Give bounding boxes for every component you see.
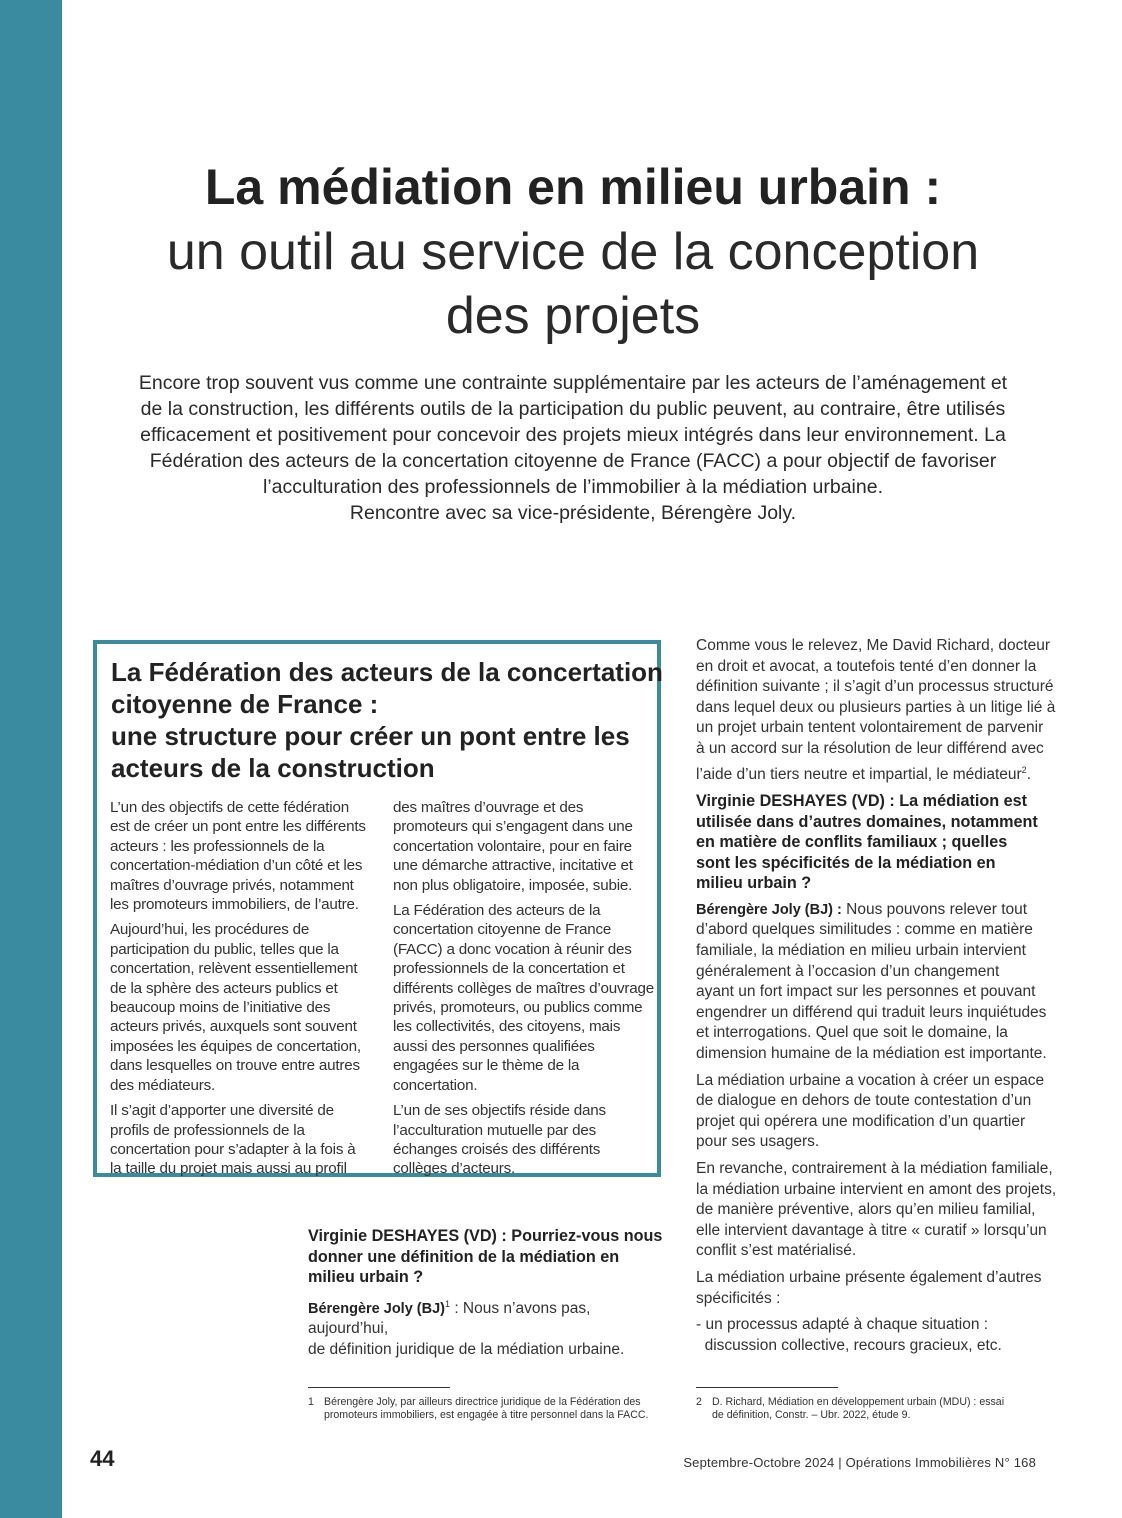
question-2 bbox=[696, 791, 1056, 894]
text-line: beaucoup moins de l’initiative des bbox=[110, 999, 331, 1017]
footnote-number: 2 bbox=[696, 1396, 702, 1408]
chapeau-intro bbox=[100, 370, 1046, 526]
footnote-1 bbox=[308, 1396, 668, 1426]
answer-1-text: : Nous n’avons pas, aujourd’hui, bbox=[308, 1299, 591, 1338]
text-line: privés, promoteurs, ou publics comme bbox=[393, 999, 643, 1017]
answer-2 bbox=[696, 900, 1056, 1065]
p1-end: . bbox=[1026, 765, 1031, 783]
text-line: L’un des objectifs de cette fédération bbox=[110, 799, 349, 816]
chapeau-line: Encore trop souvent vus comme une contrainte supplémentaire par les acteurs de l’aménagement et bbox=[138, 372, 1008, 394]
text-line: définition suivante ; il s’agit d’un processus structuré bbox=[696, 678, 1054, 696]
text-line: maîtres d’ouvrage privés, notamment bbox=[110, 876, 354, 894]
footnote-ref: 1 bbox=[445, 1298, 451, 1309]
p1-last-text: l’aide d’un tiers neutre et impartial, le médiateur bbox=[696, 765, 1022, 783]
right-paragraph-1-last bbox=[696, 760, 1056, 786]
question-line: Virginie DESHAYES (VD) : La médiation est bbox=[696, 792, 1028, 811]
text-line: conflit s’est matérialisé. bbox=[696, 1242, 857, 1260]
right-column bbox=[696, 636, 1056, 1362]
text-line: (FACC) a donc vocation à réunir des bbox=[393, 940, 632, 958]
text-line: Il s’agit d’apporter une diversité de bbox=[110, 1102, 334, 1120]
right-paragraph-6 bbox=[696, 1315, 1056, 1356]
box-title-line: une structure pour créer un pont entre les bbox=[111, 721, 630, 751]
text-line: engagées sur le thème de la bbox=[393, 1057, 580, 1075]
answer-1-text-cont: de définition juridique de la médiation urbaine. bbox=[308, 1340, 625, 1358]
footnote-rule-2 bbox=[696, 1387, 838, 1388]
chapeau-line: l’acculturation des professionnels de l’immobilier à la médiation urbaine. bbox=[263, 476, 883, 498]
question-line: donner une définition de la médiation en bbox=[308, 1247, 620, 1266]
right-paragraph-5 bbox=[696, 1268, 1056, 1309]
speaker-label: Bérengère Joly (BJ) bbox=[308, 1300, 445, 1317]
answer-2-text: Nous pouvons relever tout bbox=[841, 900, 1028, 918]
box-title-line: citoyenne de France : bbox=[111, 689, 379, 719]
text-line: les collectivités, des citoyens, mais bbox=[393, 1018, 621, 1036]
running-footer: Septembre-Octobre 2024 | Opérations Immobilières N° 168 bbox=[683, 1455, 1036, 1470]
speaker-label: Bérengère Joly (BJ) : bbox=[696, 901, 842, 918]
box-paragraph bbox=[393, 901, 659, 1095]
text-line: échanges croisés des différents bbox=[393, 1140, 601, 1158]
answer-1 bbox=[308, 1294, 668, 1361]
footnote-line: de définition, Constr. – Ubr. 2022, étude 9. bbox=[712, 1409, 911, 1421]
box-title-line: La Fédération des acteurs de la concertation bbox=[111, 657, 663, 687]
footnote-line: promoteurs immobiliers, est engagée à titre personnel dans la FACC. bbox=[324, 1409, 649, 1421]
text-line: ayant un fort impact sur les personnes et pouvant bbox=[696, 983, 1036, 1001]
text-line: les promoteurs immobiliers, de l’autre. bbox=[110, 896, 359, 914]
text-line: est de créer un pont entre les différents bbox=[110, 818, 366, 836]
text-line: Comme vous le relevez, Me David Richard, docteur bbox=[696, 637, 1051, 654]
article-title: La médiation en milieu urbain : bbox=[204, 159, 942, 215]
text-line: dans lesquelles on trouve entre autres bbox=[110, 1057, 360, 1075]
question-line: en matière de conflits familiaux ; quelles bbox=[696, 833, 1008, 852]
text-line: de manière préventive, alors qu’en milieu familial, bbox=[696, 1201, 1036, 1219]
question-line: milieu urbain ? bbox=[696, 874, 812, 893]
text-line: imposées les équipes de concertation, bbox=[110, 1037, 361, 1055]
question-line: utilisée dans d’autres domaines, notamment bbox=[696, 812, 1038, 831]
box-title bbox=[111, 656, 663, 784]
right-paragraph-1 bbox=[696, 636, 1056, 785]
text-line: Aujourd’hui, les procédures de bbox=[110, 921, 310, 939]
question-1 bbox=[308, 1226, 668, 1288]
text-line: professionnels de la concertation et bbox=[393, 960, 625, 978]
text-line: En revanche, contrairement à la médiation familiale, bbox=[696, 1159, 1053, 1177]
text-line: concertation citoyenne de France bbox=[393, 921, 612, 939]
text-line: la médiation urbaine intervient en amont des projets, bbox=[696, 1180, 1057, 1198]
text-line: aussi des personnes qualifiées bbox=[393, 1037, 595, 1055]
text-line: concertation, relèvent essentiellement bbox=[110, 960, 358, 978]
text-line: une démarche attractive, incitative et bbox=[393, 857, 633, 875]
footnote-line: D. Richard, Médiation en développement urbain (MDU) : essai bbox=[712, 1396, 1005, 1408]
box-title-line: acteurs de la construction bbox=[111, 753, 435, 783]
text-line: collèges d’acteurs. bbox=[393, 1160, 515, 1178]
text-line: discussion collective, recours gracieux, etc. bbox=[696, 1336, 1002, 1354]
question-line: milieu urbain ? bbox=[308, 1268, 424, 1286]
side-color-band bbox=[0, 0, 62, 1518]
footnote-line: Bérengère Joly, par ailleurs directrice juridique de la Fédération des bbox=[324, 1396, 641, 1408]
text-line: de dialogue en dehors de toute contestation d’un bbox=[696, 1092, 1032, 1110]
text-line: de la sphère des acteurs publics et bbox=[110, 979, 338, 997]
chapeau-line: de la construction, les différents outils de la participation du public peuvent, au contraire, être utilisés bbox=[140, 398, 1006, 420]
text-line: en droit et avocat, a toutefois tenté d’en donner la bbox=[696, 657, 1037, 675]
chapeau-line: efficacement et positivement pour concevoir des projets mieux intégrés dans leur environnement. La bbox=[140, 424, 1006, 446]
interview-qa-2 bbox=[696, 791, 1056, 894]
footnote-ref: 2 bbox=[1021, 764, 1027, 775]
sidebar-box-facc bbox=[93, 640, 661, 1177]
text-line: généralement à l’occasion d’un changement bbox=[696, 962, 1000, 980]
text-line: dans lequel deux ou plusieurs parties à un litige lié à bbox=[696, 698, 1056, 716]
text-line: à un accord sur la résolution de leur différend avec bbox=[696, 739, 1044, 757]
text-line: et interrogations. Quel que soit le domaine, la bbox=[696, 1024, 1008, 1042]
box-column-2 bbox=[393, 798, 659, 1185]
text-line: pour ses usagers. bbox=[696, 1133, 820, 1151]
text-line: elle intervient davantage à titre « curatif » lorsqu’un bbox=[696, 1221, 1047, 1239]
right-paragraph-4 bbox=[696, 1159, 1056, 1262]
text-line: concertation. bbox=[393, 1076, 478, 1094]
footnote-text bbox=[712, 1396, 1004, 1422]
text-line: - un processus adapté à chaque situation : bbox=[696, 1316, 989, 1334]
subtitle-line: un outil au service de la conception bbox=[166, 223, 980, 281]
text-line: d’abord quelques similitudes : comme en matière bbox=[696, 921, 1033, 939]
text-line: différents collèges de maîtres d’ouvrage bbox=[393, 979, 655, 997]
text-line: des médiateurs. bbox=[110, 1076, 216, 1094]
page-number: 44 bbox=[90, 1446, 115, 1471]
box-paragraph bbox=[393, 1101, 659, 1179]
chapeau-line: Fédération des acteurs de la concertation citoyenne de France (FACC) a pour objectif de favoriser bbox=[149, 450, 997, 472]
box-paragraph bbox=[393, 798, 659, 895]
footnote-number: 1 bbox=[308, 1396, 314, 1408]
text-line: la taille du projet mais aussi au profil bbox=[110, 1160, 347, 1178]
question-line: Virginie DESHAYES (VD) : Pourriez-vous nous bbox=[308, 1227, 663, 1245]
text-line: non plus obligatoire, imposée, subie. bbox=[393, 876, 633, 894]
text-line: promoteurs qui s’engagent dans une bbox=[393, 818, 633, 836]
text-line: acteurs : les professionnels de la bbox=[110, 837, 325, 855]
question-line: sont les spécificités de la médiation en bbox=[696, 853, 996, 872]
text-line: spécificités : bbox=[696, 1289, 781, 1307]
text-line: profils de professionnels de la bbox=[110, 1121, 305, 1139]
text-line: des maîtres d’ouvrage et des bbox=[393, 799, 584, 816]
text-line: l’acculturation mutuelle par des bbox=[393, 1121, 596, 1139]
text-line: La médiation urbaine présente également d’autres bbox=[696, 1268, 1042, 1286]
chapeau-line: Rencontre avec sa vice-présidente, Bérengère Joly. bbox=[349, 502, 797, 524]
box-paragraph bbox=[110, 1101, 380, 1179]
article-subtitle bbox=[130, 220, 1016, 348]
text-line: participation du public, telles que la bbox=[110, 940, 339, 958]
text-line: dimension humaine de la médiation est importante. bbox=[696, 1044, 1047, 1062]
text-line: acteurs privés, auxquels sont souvent bbox=[110, 1018, 357, 1036]
text-line: concertation volontaire, pour en faire bbox=[393, 837, 632, 855]
subtitle-line: des projets bbox=[445, 287, 701, 345]
footnote-2 bbox=[696, 1396, 1056, 1426]
text-line: concertation-médiation d’un côté et les bbox=[110, 857, 363, 875]
text-line: projet qui opérera une modification d’un quartier bbox=[696, 1112, 1026, 1130]
footnote-rule-1 bbox=[308, 1387, 450, 1388]
text-line: L’un de ses objectifs réside dans bbox=[393, 1102, 606, 1120]
interview-qa-1 bbox=[308, 1226, 668, 1366]
footnote-text bbox=[324, 1396, 648, 1422]
box-paragraph bbox=[110, 798, 380, 914]
text-line: un projet urbain tentent volontairement de parvenir bbox=[696, 719, 1044, 737]
text-line: engendrer un différend qui traduit leurs inquiétudes bbox=[696, 1003, 1047, 1021]
text-line: concertation pour s’adapter à la fois à bbox=[110, 1140, 356, 1158]
box-column-1 bbox=[110, 798, 380, 1185]
box-paragraph bbox=[110, 920, 380, 1095]
text-line: La médiation urbaine a vocation à créer un espace bbox=[696, 1071, 1045, 1089]
answer-2-first-line bbox=[696, 900, 1056, 921]
text-line: familiale, la médiation en milieu urbain intervient bbox=[696, 942, 1026, 959]
right-paragraph-3 bbox=[696, 1071, 1056, 1153]
text-line: La Fédération des acteurs de la bbox=[393, 902, 601, 920]
